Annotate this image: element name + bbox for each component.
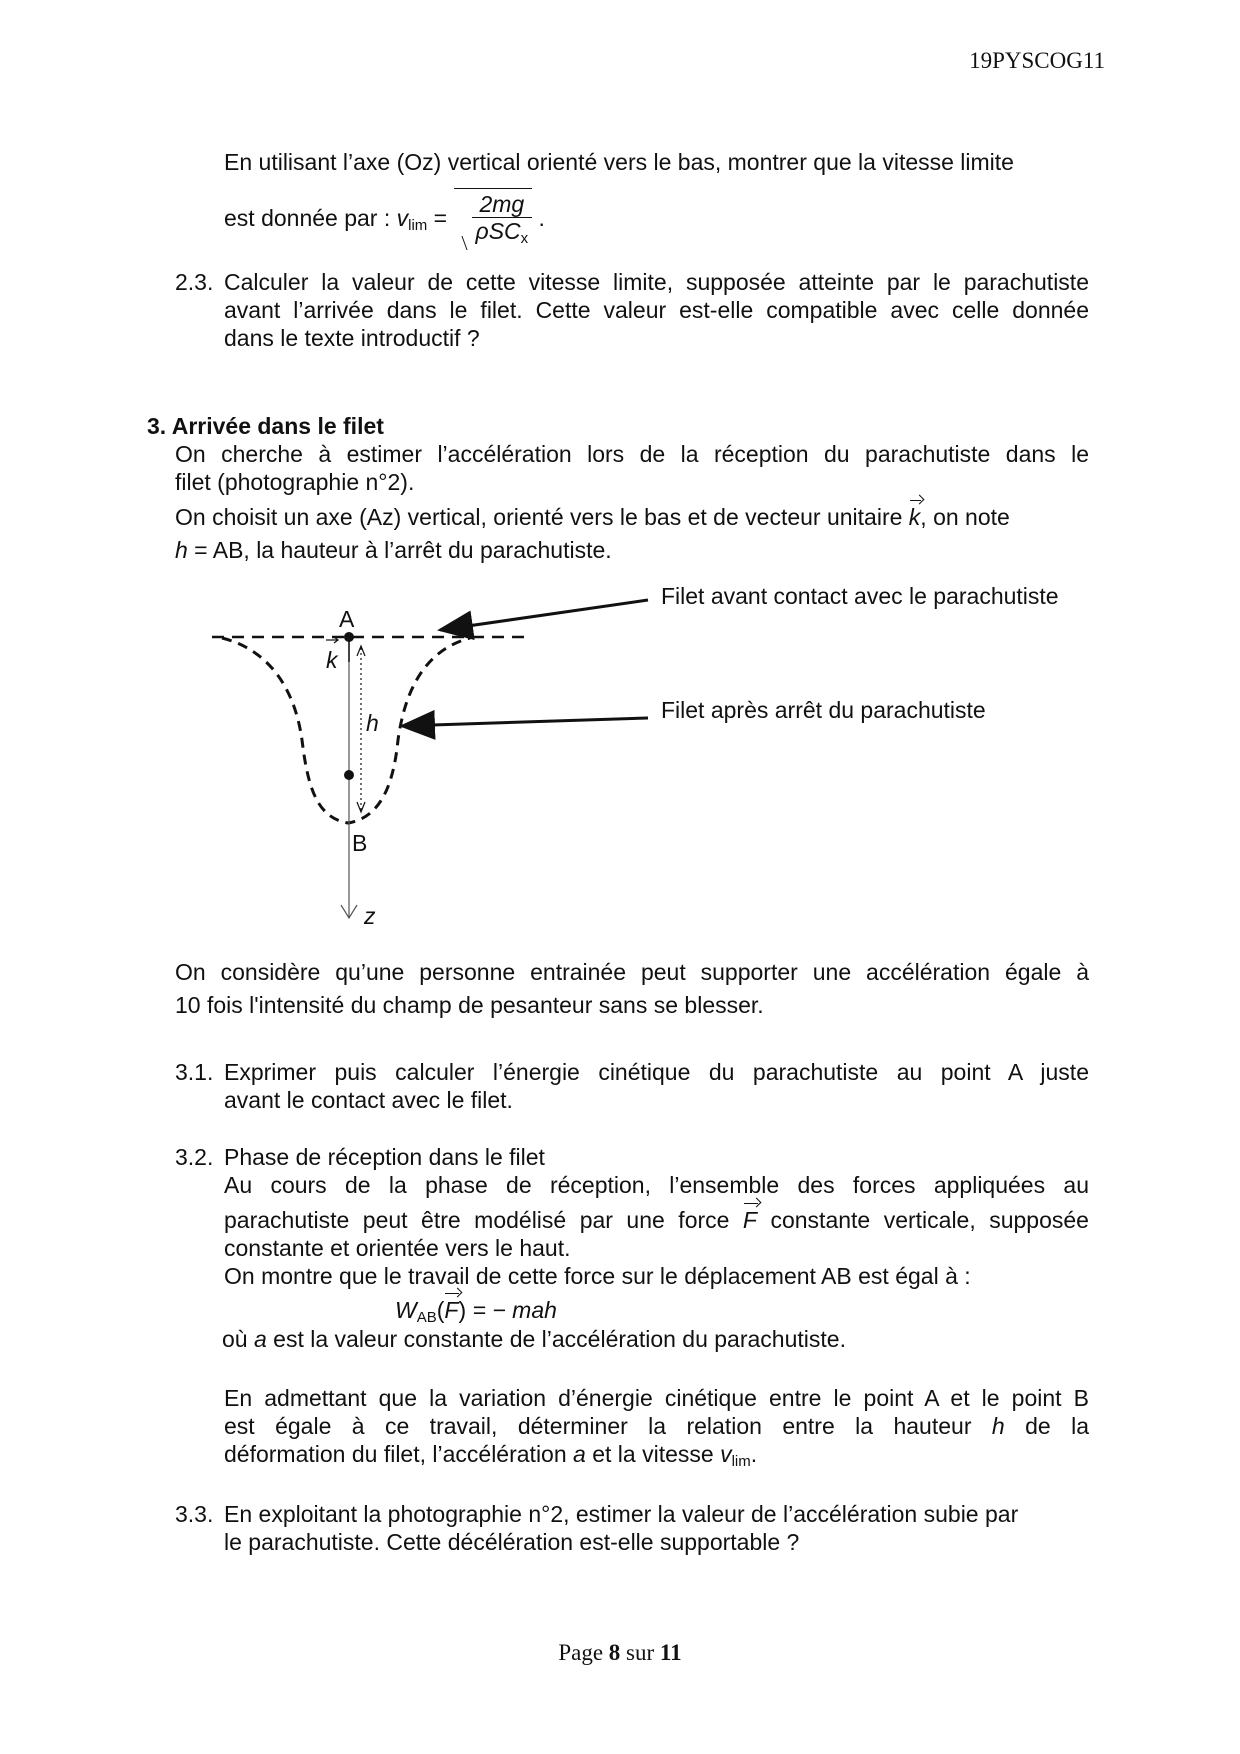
q2-3-line-3: dans le texte introductif ?	[224, 325, 480, 351]
q3-3-line-1: En exploitant la photographie n°2, estimer la valeur de l’accélération subie par	[224, 1501, 1019, 1527]
arrow-net-before	[440, 600, 648, 630]
section-3-p2-line-1-text: On choisit un axe (Az) vertical, orienté vers le bas et de vecteur unitaire	[175, 504, 909, 530]
document-code: 19PYSCOG11	[969, 48, 1105, 73]
paren-open: (	[436, 1297, 445, 1323]
q3-2-p2-line-2-text: est égale à ce travail, déterminer la relation entre la hauteur	[224, 1413, 992, 1439]
q3-2-p2-line-3-text: déformation du filet, l’accélération	[224, 1441, 574, 1467]
q3-2-title: Phase de réception dans le filet	[224, 1144, 545, 1170]
section-3-p2-line-2-text: = AB, la hauteur à l’arrêt du parachutiste.	[187, 537, 612, 563]
net-after-curve	[222, 638, 470, 823]
q3-2-line-2-text: parachutiste peut être modélisé par une force	[224, 1207, 743, 1233]
q3-2-p2-line-2-end: de la	[1004, 1413, 1089, 1439]
formula-rest: = − mah	[466, 1297, 557, 1323]
annotation-net-after: Filet après arrêt du parachutiste	[661, 697, 986, 723]
q3-2-line-3: constante et orientée vers le haut.	[224, 1235, 571, 1261]
F-vector: F	[742, 1207, 757, 1233]
label-z: z	[364, 903, 376, 929]
q3-2-line-5	[222, 1325, 846, 1353]
intro-line-1: En utilisant l’axe (Oz) vertical orienté vers le bas, montrer que la vitesse limite	[224, 149, 1014, 175]
q3-2-line-2	[224, 1206, 1089, 1234]
q3-1-number: 3.1.	[175, 1059, 214, 1085]
p2-end: .	[750, 1441, 758, 1467]
paren-close: )	[458, 1297, 467, 1323]
page-number: 8	[608, 1640, 621, 1665]
formula-F-vector: F	[444, 1297, 459, 1323]
q3-2-line-5-start: où	[222, 1326, 254, 1352]
p2-a-symbol: a	[573, 1441, 586, 1467]
q3-2-line-5-text: est la valeur constante de l’accélération du parachutiste.	[266, 1326, 846, 1352]
arrow-net-after	[402, 718, 648, 726]
a-symbol: a	[253, 1326, 267, 1352]
equals-sign: =	[427, 205, 454, 231]
intro-prefix: est donnée par :	[224, 205, 397, 231]
point-middle	[344, 770, 354, 780]
page-total: 11	[659, 1640, 682, 1665]
p2-lim-subscript: lim	[731, 1453, 751, 1470]
q3-2-number: 3.2.	[175, 1144, 214, 1170]
label-A: A	[339, 606, 355, 632]
q3-3-line-2: le parachutiste. Cette décélération est-elle supportable ?	[224, 1529, 800, 1555]
formula-period: .	[538, 205, 545, 231]
support-line-2: 10 fois l'intensité du champ de pesanteur sans se blesser.	[175, 992, 764, 1018]
p2-v-symbol: v	[720, 1441, 732, 1467]
label-k: k	[326, 647, 338, 673]
h-symbol: h	[175, 537, 188, 563]
q3-2-p2-line-3-mid: et la vitesse	[585, 1441, 721, 1467]
annotation-net-before: Filet avant contact avec le parachutiste	[661, 583, 1059, 609]
q2-3-line-2: avant l’arrivée dans le filet. Cette valeur est-elle compatible avec celle donnée	[224, 297, 1089, 323]
q3-1-line-1: Exprimer puis calculer l’énergie cinétique du parachutiste au point A juste	[224, 1059, 1089, 1085]
fraction-denominator: ρSC	[475, 217, 521, 244]
q2-3-number: 2.3.	[175, 269, 214, 295]
work-symbol: W	[395, 1297, 417, 1323]
q2-3-line-1: Calculer la valeur de cette vitesse limite, supposée atteinte par le parachutiste	[224, 269, 1089, 295]
section-3-p1-line-2: filet (photographie n°2).	[175, 469, 415, 495]
denominator-subscript: x	[520, 229, 529, 247]
sur-word: sur	[620, 1640, 660, 1665]
fraction-numerator: 2mg	[472, 191, 533, 218]
section-3-title: 3. Arrivée dans le filet	[147, 413, 384, 439]
work-subscript: AB	[416, 1309, 437, 1326]
label-B: B	[352, 830, 368, 856]
v-symbol: v	[396, 205, 409, 231]
q3-2-p2-line-1: En admettant que la variation d’énergie cinétique entre le point A et le point B	[224, 1385, 1089, 1411]
support-line-1: On considère qu’une personne entrainée peut supporter une accélération égale à	[175, 959, 1089, 985]
q3-3-number: 3.3.	[175, 1501, 214, 1527]
section-3-p1-line-1: On cherche à estimer l’accélération lors de la réception du parachutiste dans le	[175, 441, 1089, 467]
page-footer	[0, 1640, 1240, 1666]
q3-2-p2-line-3	[224, 1440, 757, 1476]
q3-2-line-2-end: constante verticale, supposée	[756, 1207, 1089, 1233]
p2-h-symbol: h	[991, 1413, 1005, 1439]
q3-2-line-1: Au cours de la phase de réception, l’ensemble des forces appliquées au	[224, 1172, 1089, 1198]
q3-2-p2-line-2	[224, 1412, 1089, 1440]
section-3-p2-line-1-end: , on note	[920, 504, 1010, 530]
q3-1-line-2: avant le contact avec le filet.	[224, 1087, 513, 1113]
page-word: Page	[558, 1640, 609, 1665]
k-vector: k	[908, 504, 921, 530]
q3-2-line-4: On montre que le travail de cette force sur le déplacement AB est égal à :	[224, 1263, 971, 1289]
label-h: h	[366, 710, 379, 736]
lim-subscript: lim	[408, 217, 428, 234]
